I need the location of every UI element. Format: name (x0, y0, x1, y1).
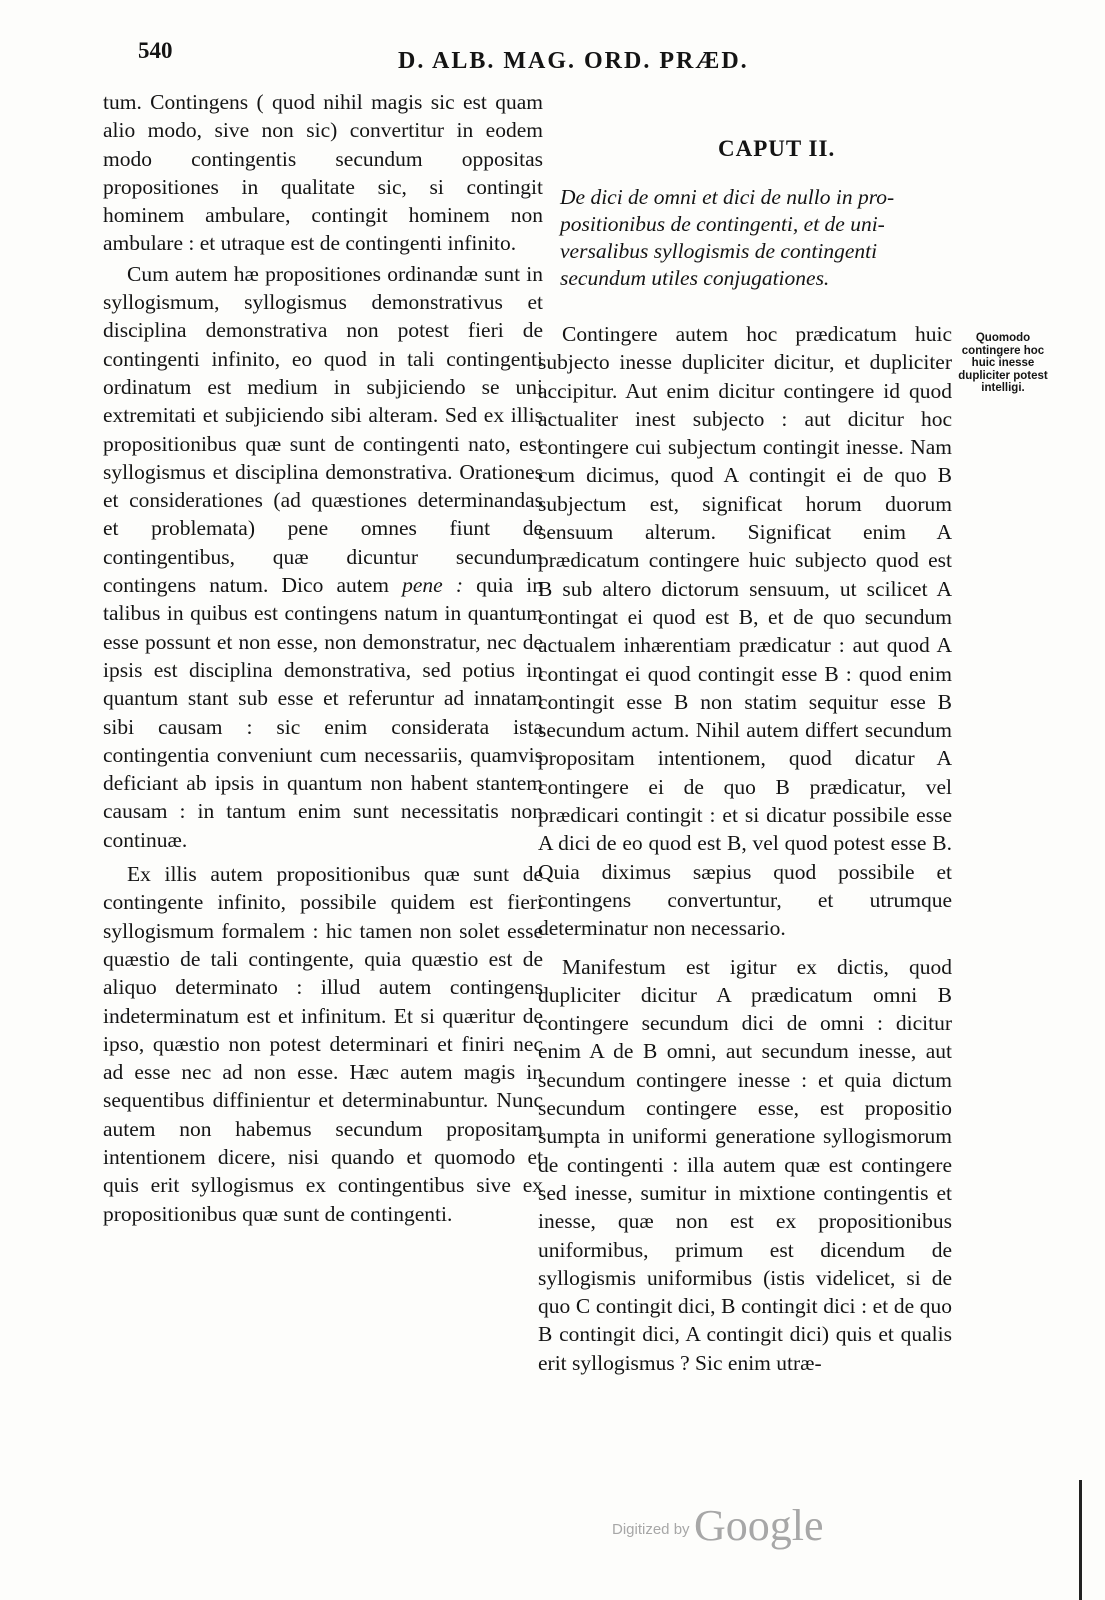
paragraph: Manifestum est igitur ex dictis, quod dupliciter dicitur A prædicatum omni B contingere secundum dici de omni : dicitur enim A de B omni, aut secundum inesse, aut secundum contingere inesse : et quia dictum secundum contingere esse, est propositio sumpta in uniformi generatione syllogismorum de contingenti : illa autem quæ est contingere sed inesse, sumitur in mixtione contingentis et inesse, quæ non est ex propositionibus uniformibus, primum est dicendum de syllogismis uniformibus (istis videlicet, si de quo C contingit dici, B contingit dici : et de quo B contingit dici, A contingit dici) quis et qualis erit syllogismus ? Sic enim utræ- (538, 954, 952, 1375)
summary-line: De dici de omni et dici de nullo in pro- (560, 185, 895, 209)
paragraph: Ex illis autem propositionibus quæ sunt de contingente infinito, possibile quidem est fieri syllogismum formalem : hic tamen non solet esse quæstio de tali contingente, quia quæstio est de aliquo determinato : illud autem contingens indeterminatum est et infinitum. Et si quæritur de ipso, quæstio non potest determinari et finiri nec ad esse nec ad non esse. Hæc autem magis in sequentibus diffinientur et determinabuntur. Nunc autem non habemus secundum propositam intentionem dicere, nisi quando et quomodo et quis erit syllogismus ex contingentibus sive ex propositionibus quæ sunt de contingenti. (103, 862, 543, 1226)
paragraph: tum. Contingens ( quod nihil magis sic est quam alio modo, sive non sic) convertitur in eodem modo contingentis secundum oppositas propositiones in qualitate sic, si contingit hominem ambulare, contingit hominem non ambulare : et utraque est de contingenti infinito. (103, 90, 543, 256)
paragraph (103, 260, 543, 854)
google-logo: Google (694, 1501, 824, 1550)
chapter-summary (560, 184, 960, 292)
summary-line: versalibus syllogismis de contingenti (560, 239, 878, 263)
watermark-prefix: Digitized by (612, 1521, 690, 1538)
scan-edge-line (1079, 1480, 1082, 1600)
summary-line: secundum utiles conjugationes. (560, 266, 830, 290)
chapter-title: CAPUT II. (718, 136, 836, 161)
paragraph-text: Cum autem hæ propositiones ordinandæ sunt in syllogismum, syllogismus demonstrativus et disciplina demonstrativa non potest fieri de contingenti infinito, eo quod in tali contingenti ordinatum est medium in subjiciendo se uni extremitati et subjiciendo sibi alteram. Sed ex illis propositionibus quæ sunt de contingenti nato, est syllogismus et disciplina demonstrativa. Orationes et considerationes (ad quæstiones determinandas et problemata) pene omnes fiunt de contingentibus, quæ dicuntur secundum contingens natum. Dico autem (103, 261, 543, 598)
page-number: 540 (138, 38, 173, 63)
emphasis: pene : (402, 573, 463, 598)
paragraph: Contingere autem hoc prædicatum huic subjecto inesse dupliciter dicitur, et dupliciter accipitur. Aut enim dicitur contingere id quod actualiter inest subjecto : aut dicitur hoc contingere cui subjectum contingit inesse. Nam cum dicimus, quod A contingit ei de quo B subjectum est, significat horum duorum sensuum alterum. Significat enim A prædicatum contingere huic subjecto quod est B sub altero dictorum sensuum, ut scilicet A contingat ei quod est B, et de quo secundum actualem inhærentiam prædicatur : aut quod A contingat ei quod contingit esse B : quod enim contingit esse B non statim sequitur esse B secundum actum. Nihil autem differt secundum propositam intentionem, quod dicatur A contingere ei de quo B prædicatur, vel prædicari contingit : et si dicatur possibile esse A dici de eo quod est B, vel quod potest esse B. Quia diximus sæpius quod possibile et contingens convertuntur, et utrumque determinatur non necessario. (538, 322, 952, 941)
running-head: D. ALB. MAG. ORD. PRÆD. (398, 48, 749, 74)
summary-line: positionibus de contingenti, et de uni- (560, 212, 885, 236)
digitized-watermark (612, 1500, 824, 1551)
margin-note: Quomodo contingere hoc huic inesse dupliciter potest intelligi. (958, 332, 1048, 394)
left-column (103, 88, 543, 1228)
paragraph-text: quia in talibus in quibus est contingens natum in quantum esse possunt et non esse, non demonstratur, nec de ipsis est disciplina demonstrativa, sed potius in quantum stant sub esse et referuntur ad innatam sibi causam : sic enim considerata ista contingentia conveniunt cum necessariis, quamvis deficiant ab ipsis in quantum non habent stantem causam : in tantum enim sunt necessitatis non continuæ. (103, 573, 544, 852)
right-column (538, 320, 952, 1377)
